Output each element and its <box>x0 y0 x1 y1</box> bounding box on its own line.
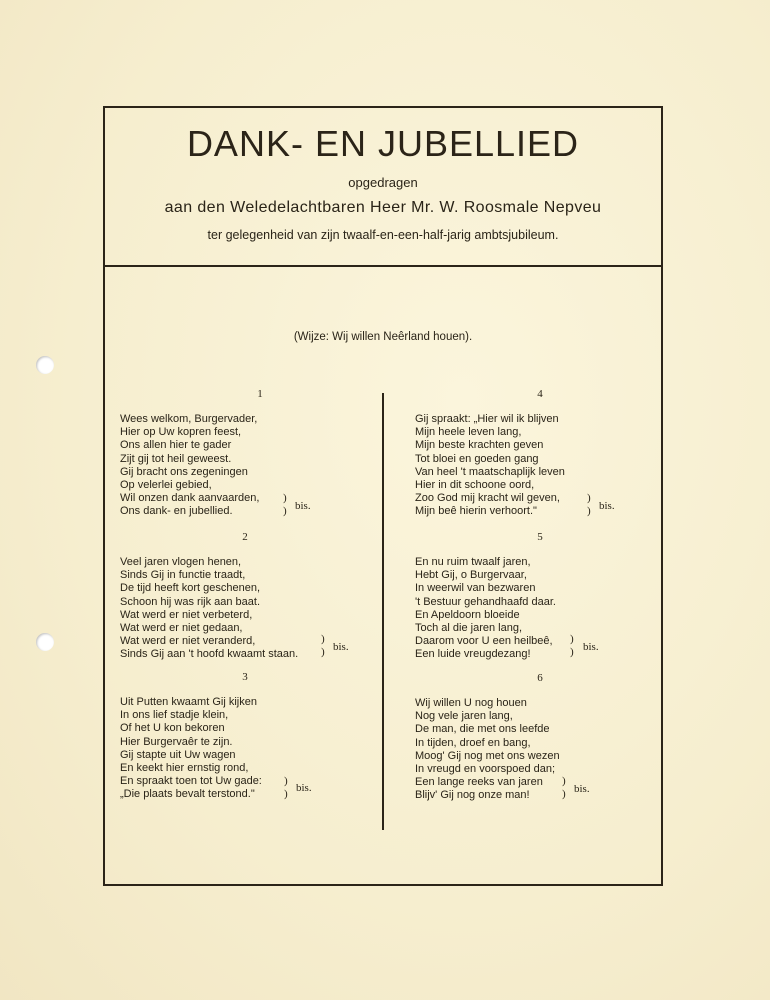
verse-line: Hier in dit schoone oord, <box>415 479 535 492</box>
verse-line: De tijd heeft kort geschenen, <box>120 582 261 595</box>
verse-number: 6 <box>537 672 543 684</box>
verse-line: Wat werd er niet gedaan, <box>120 622 243 635</box>
verse-line: Schoon hij was rijk aan baat. <box>120 595 261 608</box>
verse-number: 4 <box>537 388 543 400</box>
verse-line: En spraakt toen tot Uw gade: <box>120 775 262 788</box>
verse-line: Gij bracht ons zegeningen <box>120 465 248 478</box>
verse-line: Een luide vreugdezang! <box>415 648 531 661</box>
verse-line: Op velerlei gebied, <box>120 479 212 492</box>
verse-line: Hebt Gij, o Burgervaar, <box>415 569 527 582</box>
verse-line: De man, die met ons leefde <box>415 723 550 736</box>
verse-line: In ons lief stadje klein, <box>120 709 229 722</box>
verse-line: Sinds Gij in functie traadt, <box>120 569 246 582</box>
verse-line: Uit Putten kwaamt Gij kijken <box>120 696 257 708</box>
verse-number: 2 <box>242 531 248 543</box>
verse-line: Van heel 't maatschaplijk leven <box>415 465 565 478</box>
punch-hole-bottom <box>36 633 54 651</box>
verse-line: Nog vele jaren lang, <box>415 710 513 723</box>
verse-line: Wees welkom, Burgervader, <box>120 413 258 425</box>
bis-label: bis. <box>599 500 615 512</box>
bis-label: bis. <box>296 782 312 794</box>
verse-line: Mijn beste krachten geven <box>415 439 544 452</box>
tune-indication: (Wijze: Wij willen Neêrland houen). <box>293 331 473 343</box>
verse-line: 't Bestuur gehandhaafd daar. <box>415 595 556 608</box>
verse-1 <box>120 413 259 519</box>
verse-line: En keekt hier ernstig rond, <box>120 762 249 775</box>
verse-line: Sinds Gij aan 't hoofd kwaamt staan. <box>120 648 299 661</box>
verse-line: Wil onzen dank aanvaarden, <box>120 492 260 505</box>
verse-line: Ons allen hier te gader <box>120 439 232 452</box>
verse-line: Daarom voor U een heilbeê, <box>415 635 553 648</box>
verse-line: Wat werd er niet veranderd, <box>120 635 256 648</box>
verse-line: Toch al die jaren lang, <box>415 622 523 635</box>
verse-line: Hier Burgervaêr te zijn. <box>120 735 233 748</box>
verse-line: Mijn heele leven lang, <box>415 426 522 439</box>
bis-brace: ) ) <box>321 633 325 659</box>
subtitle: opgedragen <box>348 175 418 190</box>
verse-line: Een lange reeks van jaren <box>415 776 543 789</box>
verse-number: 1 <box>257 388 263 400</box>
header-divider <box>103 265 663 267</box>
column-divider <box>382 393 384 830</box>
verse-line: Gij spraakt: „Hier wil ik blijven <box>415 413 559 425</box>
verse-line: Tot bloei en goeden gang <box>415 452 539 465</box>
verse-line: Zijt gij tot heil geweest. <box>120 452 232 465</box>
dedication: aan den Weledelachtbaren Heer Mr. W. Roosmale Nepveu <box>164 199 602 216</box>
verse-line: Blijv' Gij nog onze man! <box>415 789 530 802</box>
bis-brace: ) ) <box>570 633 574 659</box>
verse-6 <box>415 697 560 803</box>
verse-line: Of het U kon bekoren <box>120 722 225 735</box>
verse-line: En Apeldoorn bloeide <box>415 608 520 621</box>
verse-line: Veel jaren vlogen henen, <box>120 556 242 568</box>
verse-line: „Die plaats bevalt terstond." <box>120 788 255 801</box>
verse-number: 5 <box>537 531 543 543</box>
verse-line: Mijn beê hierin verhoort." <box>415 505 537 518</box>
verse-line: Gij stapte uit Uw wagen <box>120 748 236 761</box>
verse-line: In vreugd en voorspoed dan; <box>415 763 556 776</box>
verse-line: Wij willen U nog houen <box>415 697 527 709</box>
verse-3 <box>120 696 262 802</box>
occasion: ter gelegenheid van zijn twaalf-en-een-half-jarig ambtsjubileum. <box>207 228 559 242</box>
bis-label: bis. <box>333 641 349 653</box>
verse-line: In weerwil van bezwaren <box>415 582 536 595</box>
bis-label: bis. <box>295 500 311 512</box>
bis-brace: ) ) <box>283 492 287 518</box>
song-title: DANK- EN JUBELLIED <box>186 123 580 164</box>
bis-brace: ) ) <box>284 775 288 801</box>
verse-line: Zoo God mij kracht wil geven, <box>415 492 560 505</box>
bis-brace: ) ) <box>587 492 591 518</box>
bis-brace: ) ) <box>562 775 566 801</box>
verse-4 <box>415 413 565 519</box>
verse-2 <box>120 556 298 662</box>
verse-number: 3 <box>242 671 248 683</box>
verse-line: Moog' Gij nog met ons wezen <box>415 749 560 762</box>
verse-line: Hier op Uw kopren feest, <box>120 426 242 439</box>
bis-label: bis. <box>583 641 599 653</box>
verse-5 <box>415 556 556 662</box>
bis-label: bis. <box>574 783 590 795</box>
verse-line: En nu ruim twaalf jaren, <box>415 556 531 568</box>
verse-line: Ons dank- en jubellied. <box>120 505 233 518</box>
verse-line: Wat werd er niet verbeterd, <box>120 608 253 621</box>
punch-hole-top <box>36 356 54 374</box>
verse-line: In tijden, droef en bang, <box>415 736 531 749</box>
